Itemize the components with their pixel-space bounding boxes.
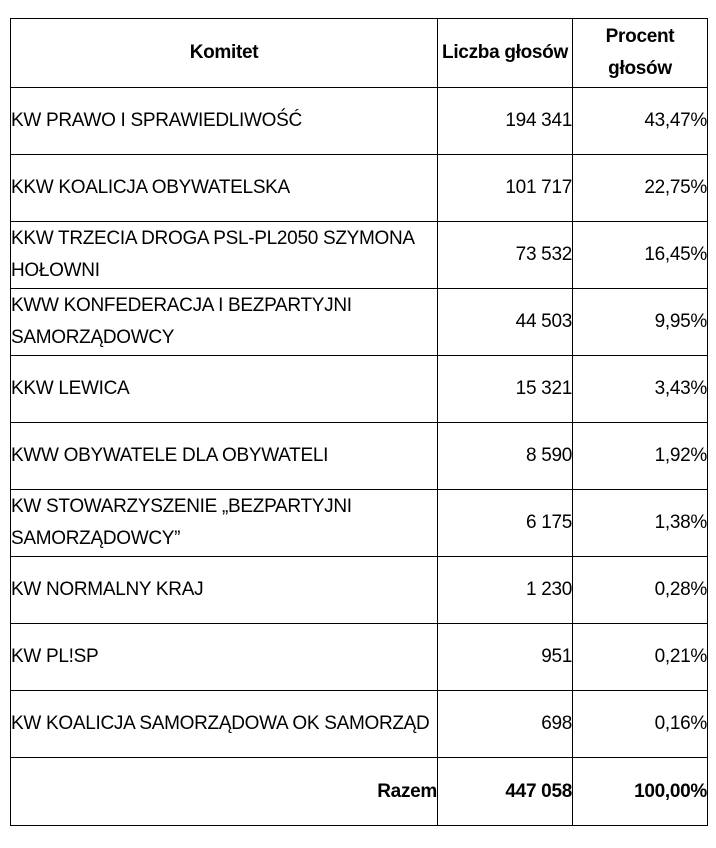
vote-percent: 1,92% xyxy=(573,423,708,490)
election-results-table xyxy=(10,18,708,826)
header-votes: Liczba głosów xyxy=(438,19,573,88)
vote-percent: 3,43% xyxy=(573,356,708,423)
vote-count: 44 503 xyxy=(438,289,573,356)
vote-count: 951 xyxy=(438,624,573,691)
committee-name: KW NORMALNY KRAJ xyxy=(11,557,438,624)
vote-percent: 1,38% xyxy=(573,490,708,557)
vote-percent: 0,21% xyxy=(573,624,708,691)
committee-name: KKW KOALICJA OBYWATELSKA xyxy=(11,155,438,222)
total-label: Razem xyxy=(11,758,438,826)
vote-count: 101 717 xyxy=(438,155,573,222)
table-row xyxy=(11,624,708,691)
vote-percent: 9,95% xyxy=(573,289,708,356)
vote-count: 194 341 xyxy=(438,88,573,155)
table-row xyxy=(11,356,708,423)
table-row xyxy=(11,88,708,155)
header-percent: Procent głosów xyxy=(573,19,708,88)
committee-name: KKW LEWICA xyxy=(11,356,438,423)
vote-percent: 16,45% xyxy=(573,222,708,289)
total-row xyxy=(11,758,708,826)
table-row xyxy=(11,490,708,557)
committee-name: KWW OBYWATELE DLA OBYWATELI xyxy=(11,423,438,490)
table-row xyxy=(11,557,708,624)
header-committee: Komitet xyxy=(11,19,438,88)
vote-count: 698 xyxy=(438,691,573,758)
vote-count: 8 590 xyxy=(438,423,573,490)
table-row xyxy=(11,289,708,356)
total-votes: 447 058 xyxy=(438,758,573,826)
vote-percent: 0,16% xyxy=(573,691,708,758)
committee-name: KW KOALICJA SAMORZĄDOWA OK SAMORZĄD xyxy=(11,691,438,758)
table-row xyxy=(11,155,708,222)
vote-percent: 22,75% xyxy=(573,155,708,222)
vote-count: 6 175 xyxy=(438,490,573,557)
total-percent: 100,00% xyxy=(573,758,708,826)
committee-name: KKW TRZECIA DROGA PSL-PL2050 SZYMONA HOŁOWNI xyxy=(11,222,438,289)
vote-count: 1 230 xyxy=(438,557,573,624)
committee-name: KW PRAWO I SPRAWIEDLIWOŚĆ xyxy=(11,88,438,155)
vote-percent: 43,47% xyxy=(573,88,708,155)
vote-count: 15 321 xyxy=(438,356,573,423)
vote-percent: 0,28% xyxy=(573,557,708,624)
committee-name: KW STOWARZYSZENIE „BEZPARTYJNI SAMORZĄDOWCY” xyxy=(11,490,438,557)
table-row xyxy=(11,691,708,758)
table-row xyxy=(11,423,708,490)
header-row xyxy=(11,19,708,88)
committee-name: KWW KONFEDERACJA I BEZPARTYJNI SAMORZĄDOWCY xyxy=(11,289,438,356)
table-row xyxy=(11,222,708,289)
vote-count: 73 532 xyxy=(438,222,573,289)
committee-name: KW PL!SP xyxy=(11,624,438,691)
